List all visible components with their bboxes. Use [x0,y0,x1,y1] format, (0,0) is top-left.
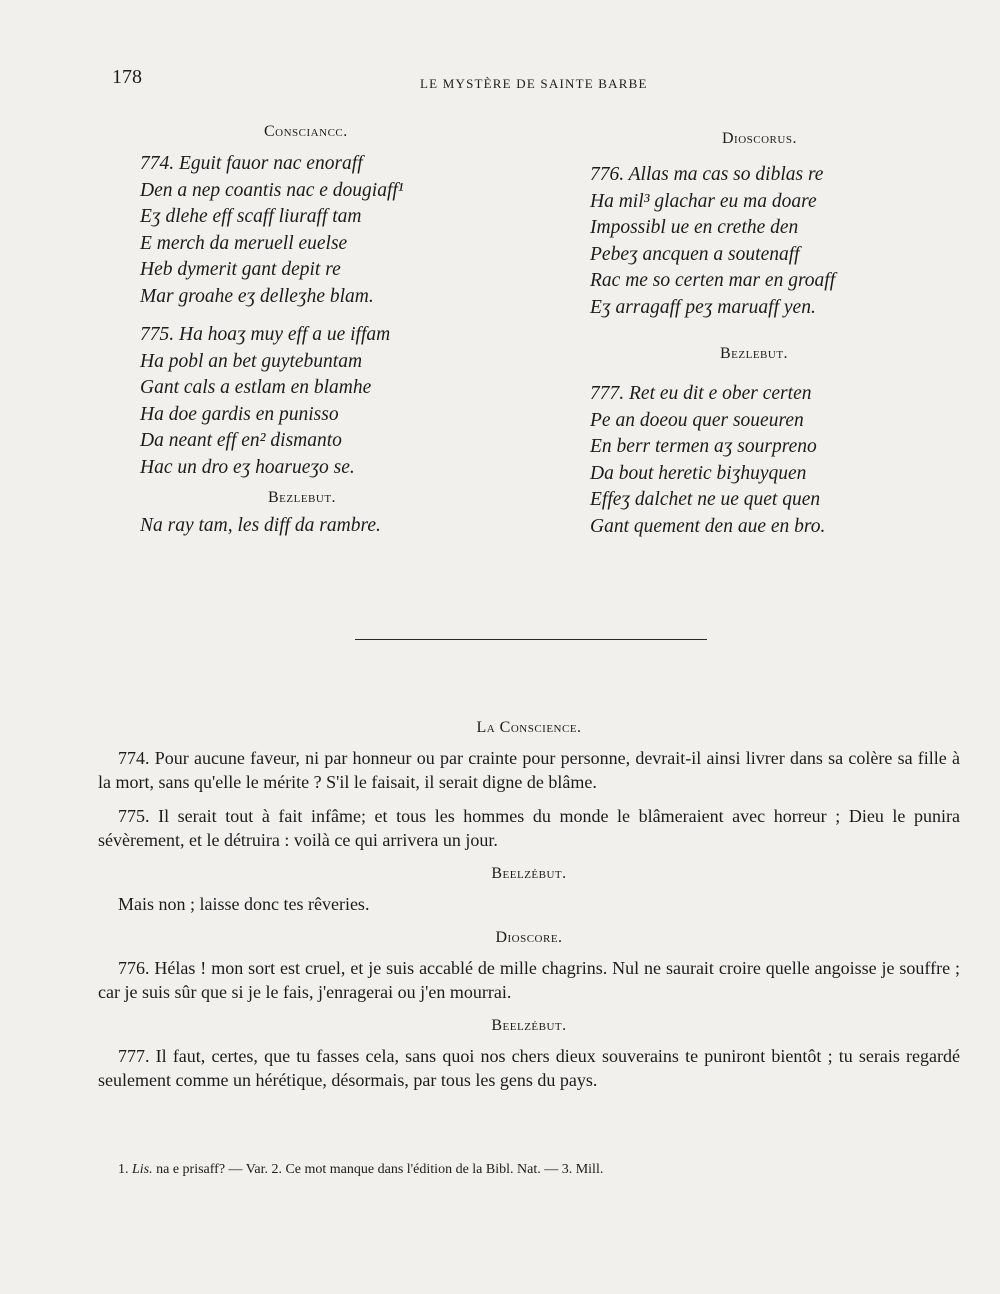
footnote-number: 1. [118,1162,129,1177]
verse-line: Eʒ dlehe eff scaff liuraff tam [140,206,362,227]
verse-line: Impossibl ue en crethe den [590,217,799,238]
verse-775 [140,322,470,481]
prose-paragraph: 776. Hélas ! mon sort est cruel, et je suis accablé de mille chagrins. Nul ne saurait croire quelle angoisse je souffre ; car je suis sûr que si je le fais, j'enragerai ou j'en mourrai. [98,958,960,1002]
prose-paragraph: 777. Il faut, certes, que tu fasses cela, sans quoi nos chers dieux souverains te puniront bientôt ; tu serais regardé seulement comme un hérétique, désormais, par tous les gens du pays. [98,1046,960,1090]
verse-line: Ha doe gardis en punisso [140,403,339,425]
footnote-text: na e prisaff? — Var. 2. Ce mot manque dans l'édition de la Bibl. Nat. — 3. Mill. [156,1162,604,1177]
verse-line: Effeʒ dalchet ne ue quet quen [590,489,821,510]
verse-line: 774. Eguit fauor nac enoraff [140,153,363,174]
verse-line: En berr termen aʒ sourpreno [590,436,817,457]
verse-line: Pe an doeou quer soueuren [590,409,804,431]
footnote-lis: Lis. [132,1162,153,1177]
verse-line: Eʒ arragaff peʒ maruaff yen. [590,296,816,318]
verse-line: Gant cals a estlam en blamhe [140,377,372,398]
verse-line: Hac un dro eʒ hoarueʒo se. [140,456,355,478]
french-translation [98,708,960,1102]
breton-right-column [590,130,920,540]
speaker-heading: Consciancc. [264,123,348,140]
verse-line: Gant quement den aue en bro. [590,515,826,537]
speaker-heading: Bezlebut. [720,345,789,362]
verse-line: 777. Ret eu dit e ober certen [590,383,812,404]
speaker-heading: Beelzébut. [491,1017,567,1034]
page-number: 178 [112,66,142,88]
running-title: LE MYSTÈRE DE SAINTE BARBE [420,76,648,91]
prose-paragraph: Mais non ; laisse donc tes rêveries. [118,894,370,914]
verse-line: Mar groahe eʒ delleʒhe blam. [140,285,374,307]
verse-777 [590,381,920,540]
verse-line: Da bout heretic biʒhuyquen [590,462,807,484]
verse-line: 775. Ha hoaʒ muy eff a ue iffam [140,324,391,345]
verse-line: Ha pobl an bet guytebuntam [140,350,363,372]
verse-line: E merch da meruell euelse [140,232,348,254]
verse-line: Heb dymerit gant depit re [140,259,341,280]
verse-line: Pebeʒ ancquen a soutenaff [590,243,800,265]
speaker-heading: La Conscience. [476,719,582,736]
speaker-heading: Bezlebut. [268,489,337,506]
verse-line: Den a nep coantis nac e dougiaff¹ [140,179,404,201]
speaker-heading: Beelzébut. [491,865,567,882]
footnotes [118,1162,958,1178]
verse-line: Ha mil³ glachar eu ma doare [590,190,817,212]
section-divider [355,639,707,640]
verse-774 [140,151,470,310]
prose-paragraph: 774. Pour aucune faveur, ni par honneur ou par crainte pour personne, devrait-il ainsi livrer dans sa colère sa fille à la mort, sans qu'elle le mérite ? S'il le faisait, il serait digne de blâme. [98,748,960,792]
verse-line: Da neant eff en² dismanto [140,430,342,451]
verse-line: Rac me so certen mar en groaff [590,270,836,291]
speaker-heading: Dioscore. [495,929,563,946]
verse-line: Na ray tam, les diff da rambre. [140,515,381,536]
verse-bezlebut [140,513,470,540]
speaker-heading: Dioscorus. [722,130,797,147]
verse-776 [590,162,920,321]
breton-left-column [140,123,470,540]
prose-paragraph: 775. Il serait tout à fait infâme; et tous les hommes du monde le blâmeraient avec horreur ; Dieu le punira sévèrement, et le détruira : voilà ce qui arrivera un jour. [98,806,960,850]
verse-line: 776. Allas ma cas so diblas re [590,164,824,185]
